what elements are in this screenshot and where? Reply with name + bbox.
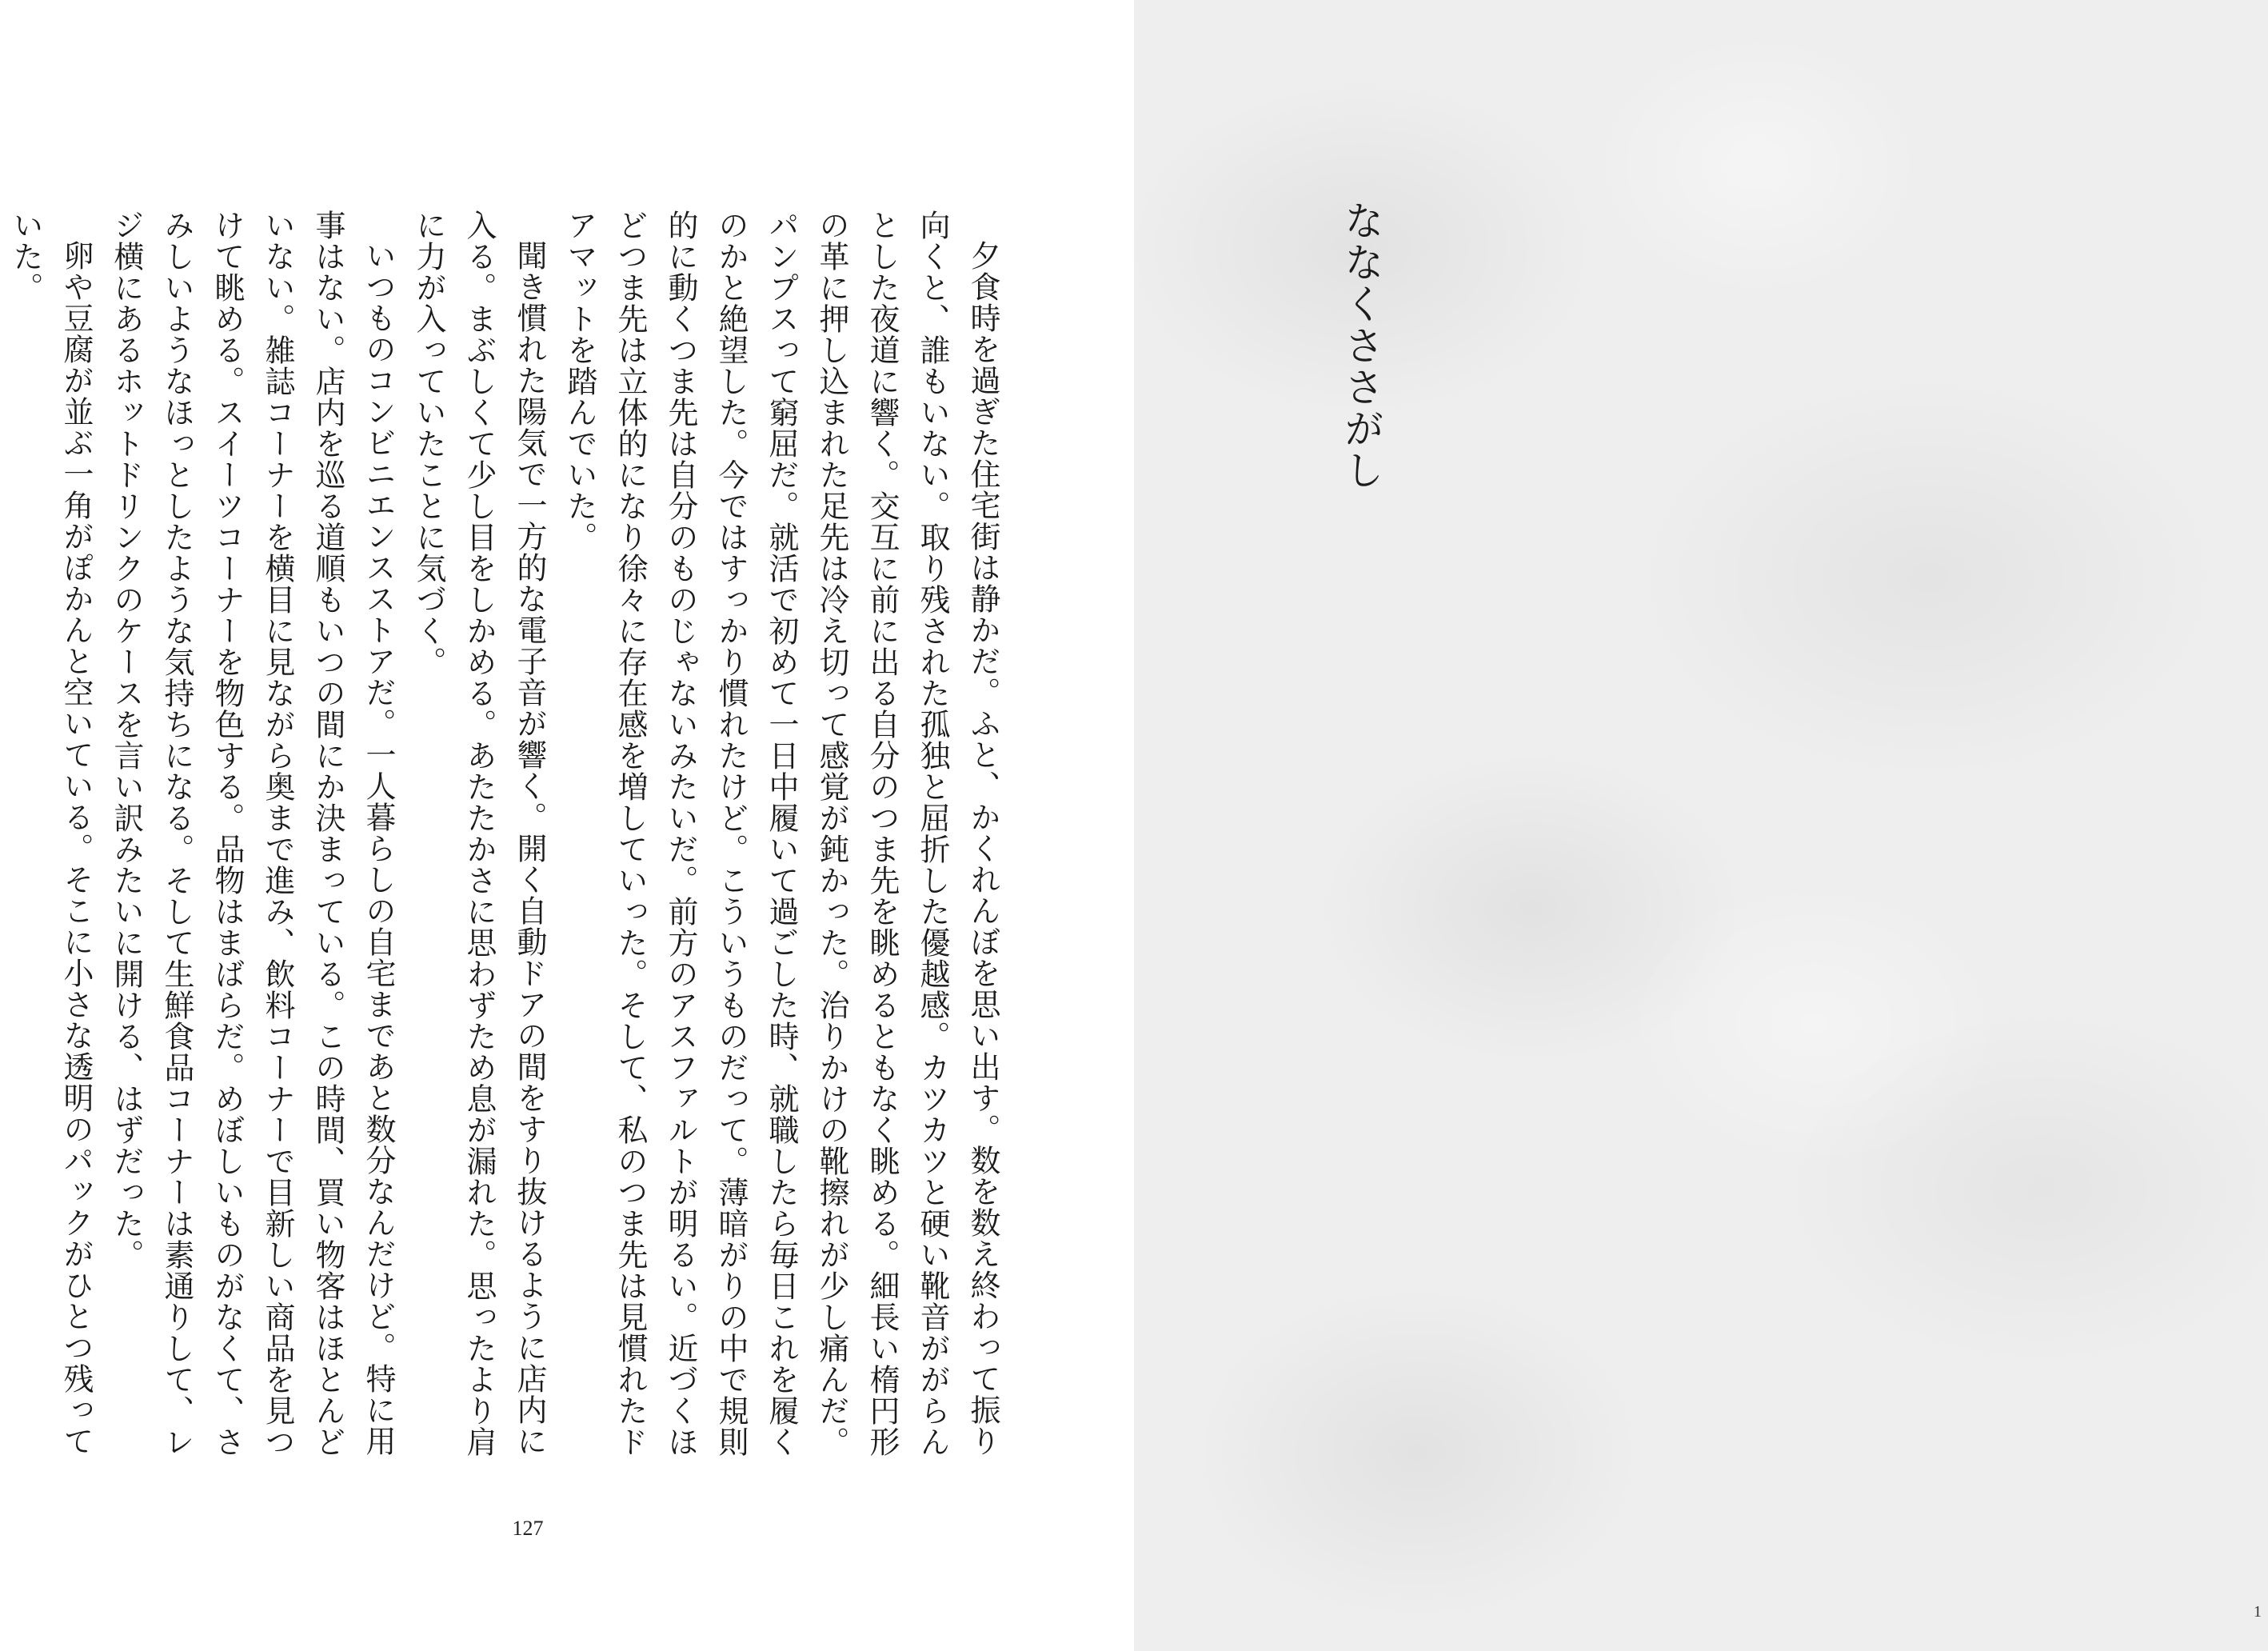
- chapter-title: ななくささがし: [1338, 200, 1384, 491]
- body-text: [0, 210, 1008, 1457]
- page-number: 127: [512, 1517, 544, 1540]
- paragraph: いつものコンビニエンスストアだ。一人暮らしの自宅まであと数分なんだけど。特に用事はない。店内を巡る道順もいつの間にか決まっている。この時間、買い物客はほとんどいない。雑誌コーナーを横目に見ながら奥まで進み、飲料コーナーで目新しい商品を見つけて眺める。スイーツコーナーを物色する。品物はまばらだ。めぼしいものがなくて、さみしいようなほっとしたような気持ちになる。そして生鮮食品コーナーは素通りして、レジ横にあるホットドリンクのケースを言い訳みたいに開ける、はずだった。: [109, 210, 396, 1457]
- paragraph: 夕食時を過ぎた住宅街は静かだ。ふと、かくれんぼを思い出す。数を数え終わって振り向くと、誰もいない。取り残された孤独と屈折した優越感。カツカツと硬い靴音ががらんとした夜道に響く。交互に前に出る自分のつま先を眺めるともなく眺める。細長い楕円形の革に押し込まれた足先は冷え切って感覚が鈍かった。治りかけの靴擦れが少し痛んだ。パンプスって窮屈だ。就活で初めて一日中履いて過ごした時、就職したら毎日これを履くのかと絶望した。今ではすっかり慣れたけど。こういうものだって。薄暗がりの中で規則的に動くつま先は自分のものじゃないみたいだ。前方のアスファルトが明るい。近づくほどつま先は立体的になり徐々に存在感を増していった。そして、私のつま先は見慣れたドアマットを踏んでいた。: [562, 210, 1000, 1457]
- paragraph: 聞き慣れた陽気で一方的な電子音が響く。開く自動ドアの間をすり抜けるように店内に入る。まぶしくて少し目をしかめる。あたたかさに思わずため息が漏れた。思ったより肩に力が入っていたことに気づく。: [411, 210, 547, 1457]
- paragraph: 卵や豆腐が並ぶ一角がぽかんと空いている。そこに小さな透明のパックがひとつ残っていた。: [8, 210, 94, 1457]
- edge-page-number: 1: [2254, 1603, 2262, 1621]
- right-page: [1134, 0, 2268, 1651]
